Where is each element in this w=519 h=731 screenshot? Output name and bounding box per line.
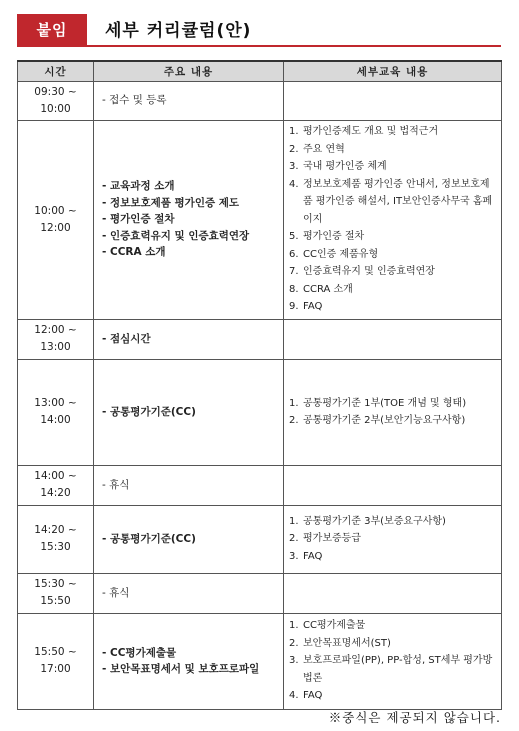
time-text: 12:00	[40, 221, 71, 234]
time-cell	[18, 359, 94, 465]
time-text: 14:20	[40, 487, 71, 499]
detail-text: FAQ	[303, 550, 323, 562]
detail-text: 인증효력유지 및 인증효력연장	[303, 266, 435, 278]
detail-number: 7.	[289, 266, 299, 278]
time-cell	[18, 120, 94, 319]
detail-number: 2.	[289, 533, 299, 545]
detail-number: 1.	[289, 126, 299, 138]
detail-text: 평가인증제도 개요 및 법적근거	[303, 126, 439, 138]
topic-item: - CCRA 소개	[102, 246, 166, 259]
topic-item: - 인증효력유지 및 인증효력연장	[102, 229, 250, 242]
detail-number: 3.	[289, 161, 299, 173]
details-cell	[284, 505, 502, 573]
detail-number: 1.	[289, 515, 299, 527]
detail-item	[289, 123, 499, 141]
time-text: 10:00 ~	[34, 204, 77, 217]
topic-item: - 평가인증 절차	[102, 213, 175, 226]
detail-text: CCRA 소개	[303, 283, 353, 295]
detail-number: 2.	[289, 637, 299, 649]
details-list	[289, 123, 499, 316]
detail-number: 2.	[289, 143, 299, 155]
table-row	[18, 359, 502, 465]
detail-number: 4.	[289, 178, 299, 190]
time-text: 13:00	[40, 341, 71, 353]
table-row	[18, 81, 502, 120]
topics-cell	[94, 120, 284, 319]
detail-number: 8.	[289, 283, 299, 295]
time-cell	[18, 319, 94, 359]
time-text: 15:30 ~	[34, 578, 77, 590]
detail-text: 공통평가기준 1부(TOE 개념 및 형태)	[303, 397, 467, 409]
topic-item: - CC평가제출물	[102, 646, 177, 659]
detail-number: 5.	[289, 231, 299, 243]
column-header-details: 세부교육 내용	[284, 61, 502, 81]
detail-item	[289, 298, 499, 316]
time-cell	[18, 81, 94, 120]
time-text: 15:30	[40, 541, 71, 553]
detail-text: CC인증 제품유형	[303, 248, 379, 260]
detail-text: 보호프로파일(PP), PP-합성, ST세부 평가방법론	[303, 655, 493, 684]
detail-number: 2.	[289, 415, 299, 426]
detail-text: FAQ	[303, 301, 323, 313]
detail-item	[289, 652, 499, 687]
detail-text: 평가인증 절차	[303, 231, 365, 243]
topics-cell	[94, 613, 284, 709]
details-cell	[284, 465, 502, 505]
time-text: 14:00	[40, 414, 71, 426]
page-title: 세부 커리큘럼(안)	[105, 21, 252, 41]
detail-text: FAQ	[303, 690, 323, 702]
detail-item	[289, 412, 499, 430]
detail-item	[289, 548, 499, 566]
curriculum-table	[17, 60, 502, 710]
detail-number: 1.	[289, 397, 299, 409]
topic-item: - 교육과정 소개	[102, 180, 175, 193]
document-header	[17, 12, 501, 47]
time-text: 15:50	[40, 595, 71, 607]
detail-item	[289, 141, 499, 159]
detail-item	[289, 395, 499, 413]
detail-item	[289, 617, 499, 635]
time-cell	[18, 613, 94, 709]
topics-cell	[94, 465, 284, 505]
details-cell	[284, 81, 502, 120]
detail-item	[289, 176, 499, 229]
topics-cell	[94, 573, 284, 613]
title-underline	[17, 45, 501, 47]
detail-number: 9.	[289, 301, 299, 313]
details-cell	[284, 359, 502, 465]
time-text: 13:00 ~	[34, 397, 77, 409]
topics-cell	[94, 81, 284, 120]
table-row	[18, 613, 502, 709]
detail-number: 3.	[289, 550, 299, 562]
table-row	[18, 319, 502, 359]
detail-item	[289, 228, 499, 246]
time-text: 14:00 ~	[34, 470, 77, 482]
topic-item: - 휴식	[102, 586, 130, 599]
topic-item: - 점심시간	[102, 332, 151, 345]
detail-item	[289, 687, 499, 705]
detail-number: 1.	[289, 620, 299, 632]
detail-item	[289, 635, 499, 653]
details-cell	[284, 319, 502, 359]
details-cell	[284, 613, 502, 709]
column-header-time: 시간	[18, 61, 94, 81]
table-row	[18, 120, 502, 319]
time-text: 15:50 ~	[34, 646, 77, 658]
topics-cell	[94, 505, 284, 573]
details-list	[289, 395, 499, 430]
detail-item	[289, 530, 499, 548]
time-cell	[18, 465, 94, 505]
topics-cell	[94, 319, 284, 359]
time-text: 17:00	[40, 663, 71, 675]
time-text: 09:30 ~	[34, 85, 77, 98]
detail-text: 보안목표명세서(ST)	[303, 637, 391, 649]
lunch-footnote: ※중식은 제공되지 않습니다.	[328, 710, 501, 725]
topics-cell	[94, 359, 284, 465]
detail-text: 국내 평가인증 체계	[303, 161, 387, 173]
detail-text: 공통평가기준 3부(보증요구사항)	[303, 515, 446, 527]
detail-number: 6.	[289, 248, 299, 260]
topic-item: - 공통평가기준(CC)	[102, 405, 196, 418]
details-cell	[284, 120, 502, 319]
detail-text: 공통평가기준 2부(보안기능요구사항)	[303, 415, 466, 426]
detail-number: 3.	[289, 655, 299, 667]
details-cell	[284, 573, 502, 613]
detail-item	[289, 246, 499, 264]
detail-text: 정보보호제품 평가인증 안내서, 정보보호제품 평가인증 해설서, IT보안인증사무국 홈페이지	[303, 178, 493, 225]
detail-item	[289, 281, 499, 299]
time-text: 12:00 ~	[34, 324, 77, 336]
detail-item	[289, 158, 499, 176]
table-row	[18, 465, 502, 505]
topic-item: - 보안목표명세서 및 보호프로파일	[102, 663, 260, 675]
detail-item	[289, 513, 499, 531]
time-cell	[18, 573, 94, 613]
detail-item	[289, 263, 499, 281]
topic-item: - 공통평가기준(CC)	[102, 532, 196, 545]
time-text: 14:20 ~	[34, 524, 77, 536]
detail-text: CC평가제출물	[303, 620, 366, 632]
topic-item: - 접수 및 등록	[102, 94, 167, 107]
table-row	[18, 505, 502, 573]
table-header-row	[18, 61, 502, 81]
time-cell	[18, 505, 94, 573]
detail-text: 평가보증등급	[303, 533, 361, 545]
detail-text: 주요 연혁	[303, 143, 345, 155]
attachment-badge: 붙임	[17, 14, 87, 45]
topic-item: - 정보보호제품 평가인증 제도	[102, 196, 240, 209]
column-header-topics: 주요 내용	[94, 61, 284, 81]
details-list	[289, 513, 499, 566]
detail-number: 4.	[289, 690, 299, 702]
topic-item: - 휴식	[102, 478, 130, 491]
table-row	[18, 573, 502, 613]
time-text: 10:00	[40, 102, 71, 115]
details-list	[289, 617, 499, 705]
